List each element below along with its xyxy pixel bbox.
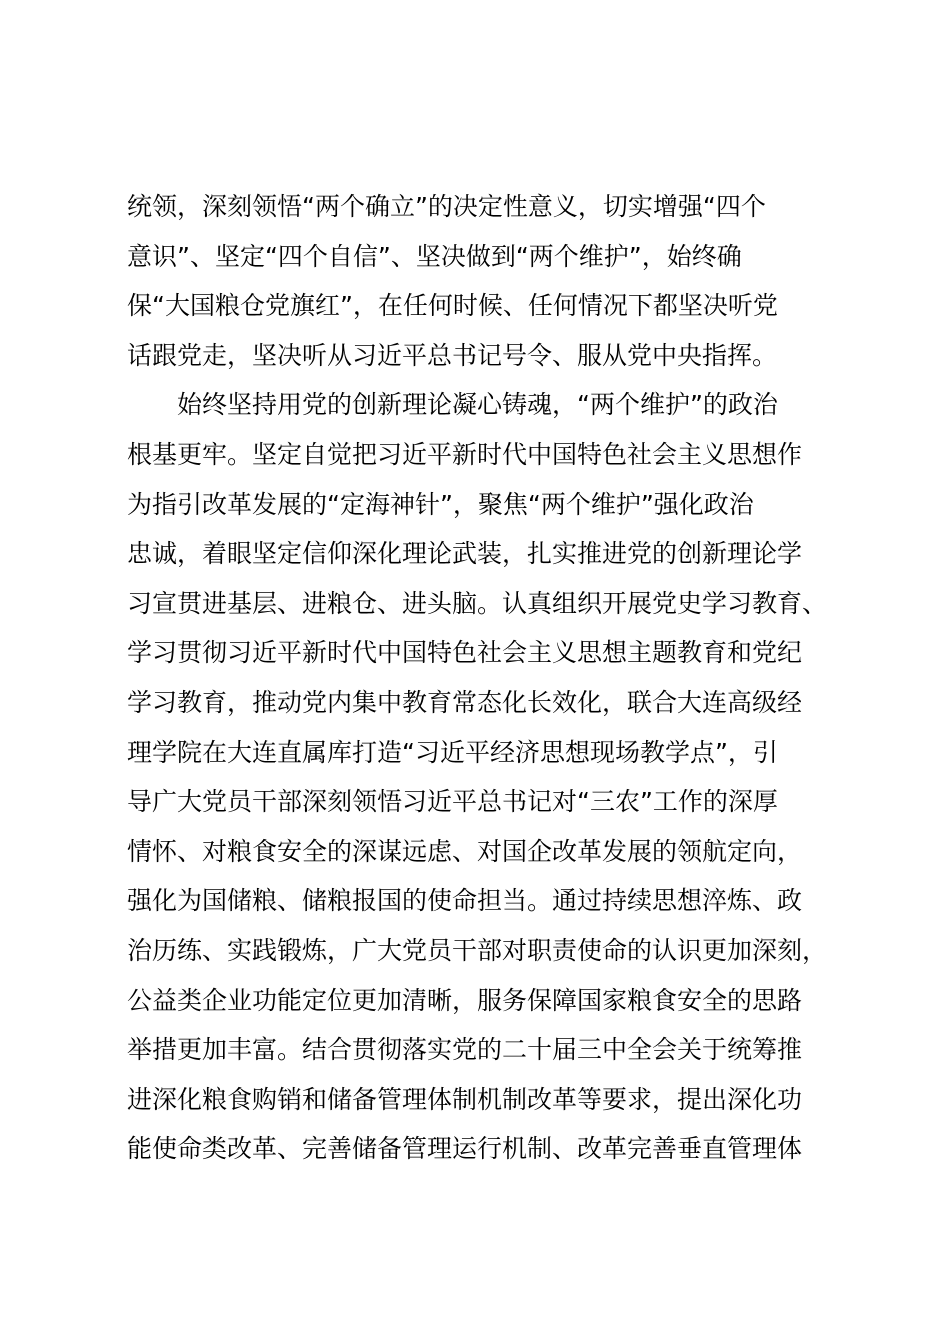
text-line: 意识”、坚定“四个自信”、坚决做到“两个维护”，始终确: [127, 241, 742, 271]
paragraph-first-line: 始终坚持用党的创新理论凝心铸魂，“两个维护”的政治: [177, 390, 778, 420]
text-line: 统领，深刻领悟“两个确立”的决定性意义，切实增强“四个: [127, 192, 766, 221]
text-line: 为指引改革发展的“定海神针”，聚焦“两个维护”强化政治: [127, 489, 754, 519]
text-line: 学习教育，推动党内集中教育常态化长效化，联合大连高级经: [127, 687, 803, 717]
body-text: [127, 182, 847, 1174]
text-line: 忠诚，着眼坚定信仰深化理论武装，扎实推进党的创新理论学: [127, 539, 803, 569]
text-line: 治历练、实践锻炼，广大党员干部对职责使命的认识更加深刻，: [127, 935, 828, 965]
text-line: 进深化粮食购销和储备管理体制机制改革等要求，提出深化功: [127, 1084, 803, 1114]
text-line: 理学院在大连直属库打造“习近平经济思想现场教学点”，引: [127, 737, 778, 767]
text-line: 学习贯彻习近平新时代中国特色社会主义思想主题教育和党纪: [127, 638, 803, 668]
text-line: 公益类企业功能定位更加清晰，服务保障国家粮食安全的思路: [127, 985, 803, 1015]
text-line: 习宣贯进基层、进粮仓、进头脑。认真组织开展党史学习教育、: [127, 588, 828, 618]
text-line: 根基更牢。坚定自觉把习近平新时代中国特色社会主义思想作: [127, 439, 803, 469]
text-line: 强化为国储粮、储粮报国的使命担当。通过持续思想淬炼、政: [127, 886, 803, 916]
text-line: 话跟党走，坚决听从习近平总书记号令、服从党中央指挥。: [127, 340, 778, 370]
text-line: 能使命类改革、完善储备管理运行机制、改革完善垂直管理体: [127, 1134, 803, 1164]
text-line: 情怀、对粮食安全的深谋远虑、对国企改革发展的领航定向，: [127, 836, 803, 866]
text-line: 举措更加丰富。结合贯彻落实党的二十届三中全会关于统筹推: [127, 1035, 803, 1065]
text-line: 导广大党员干部深刻领悟习近平总书记对“三农”工作的深厚: [127, 787, 778, 817]
text-line: 保“大国粮仓党旗红”，在任何时候、任何情况下都坚决听党: [127, 291, 778, 321]
